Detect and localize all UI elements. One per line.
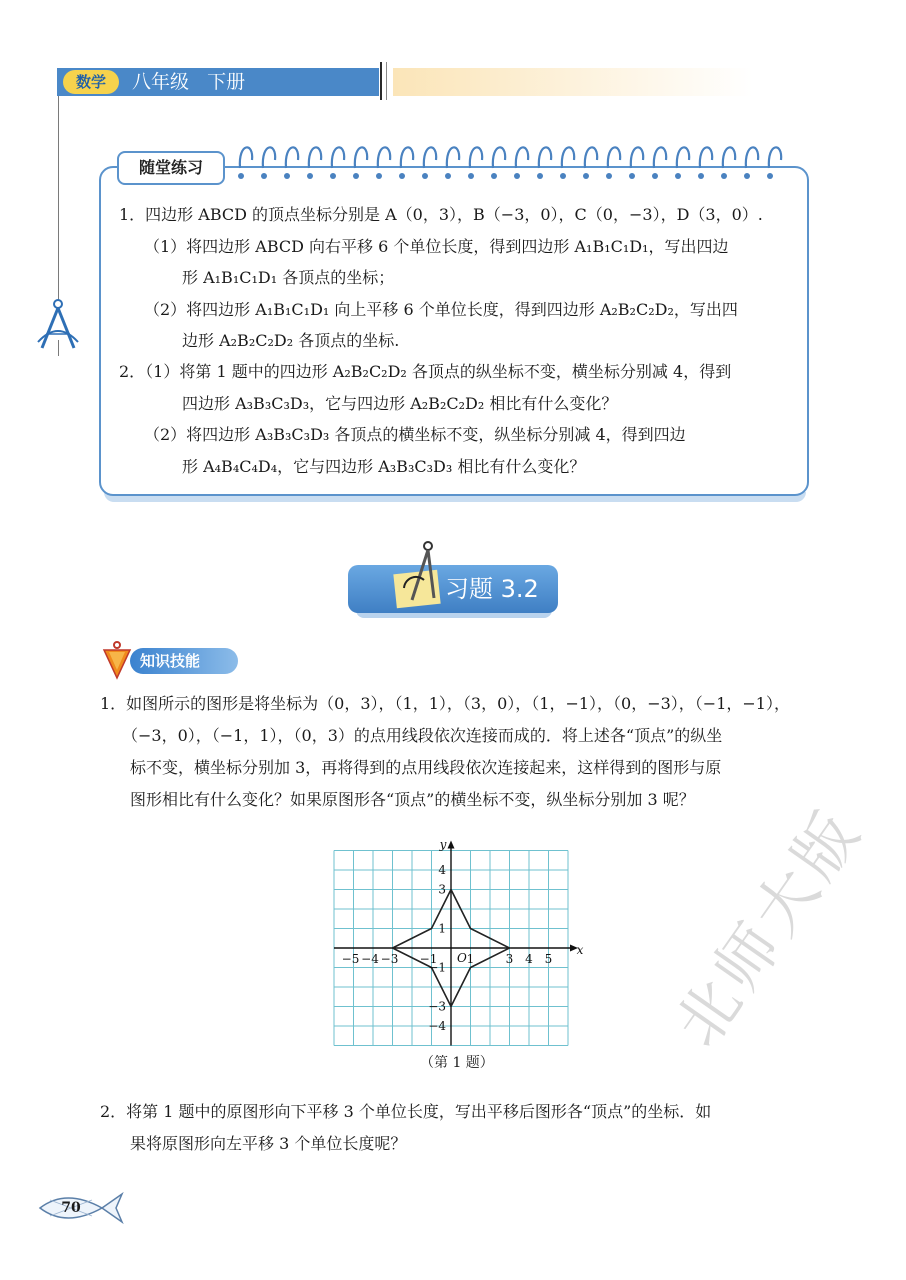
practice-line: （2）将四边形 A₁B₁C₁D₁ 向上平移 6 个单位长度，得到四边形 A₂B₂C₂D₂，写出四 (144, 300, 738, 319)
spiral-ring (493, 147, 505, 168)
x-tick-label: 5 (544, 952, 553, 966)
subject-badge: 数学 (63, 70, 119, 94)
practice-line: 四边形 A₃B₃C₃D₃，它与四边形 A₂B₂C₂D₂ 相比有什么变化？ (182, 394, 618, 413)
book-title: 八年级 下册 (132, 71, 246, 93)
spiral-hole (399, 173, 405, 179)
spiral-ring (516, 147, 528, 168)
spiral-hole (537, 173, 543, 179)
spiral-hole (767, 173, 773, 179)
spiral-ring (378, 147, 390, 168)
spiral-ring (240, 147, 252, 168)
spiral-ring (769, 147, 781, 168)
question-line: 果将原图形向左平移 3 个单位长度呢？ (130, 1134, 407, 1153)
spiral-ring (654, 147, 666, 168)
pendant-icon (100, 640, 134, 680)
practice-line: （1）将四边形 ABCD 向右平移 6 个单位长度，得到四边形 A₁B₁C₁D₁，写出四边 (144, 237, 729, 256)
watermark: 北师大版 (660, 794, 877, 1060)
y-tick-label: −4 (428, 1019, 446, 1033)
practice-line: （2）将四边形 A₃B₃C₃D₃ 各顶点的横坐标不变，纵坐标分别减 4，得到四边 (144, 425, 686, 444)
spiral-ring (447, 147, 459, 168)
spiral-ring (631, 147, 643, 168)
spiral-hole (560, 173, 566, 179)
spiral-hole (445, 173, 451, 179)
spiral-hole (721, 173, 727, 179)
spiral-rings (230, 138, 790, 188)
spiral-hole (652, 173, 658, 179)
spiral-hole (353, 173, 359, 179)
question-line: 1．如图所示的图形是将坐标为（0，3），（1，1），（3，0），（1，−1），（0，−3），（−1，−1）， (100, 694, 790, 713)
spiral-ring (470, 147, 482, 168)
y-tick-label: 4 (438, 863, 446, 877)
coordinate-figure (325, 837, 584, 1048)
y-tick-label: −3 (428, 999, 446, 1014)
x-tick-label: −3 (380, 952, 399, 966)
y-tick-label: 3 (438, 882, 446, 897)
spiral-ring (332, 147, 344, 168)
spiral-hole (491, 173, 497, 179)
spiral-ring (286, 147, 298, 168)
practice-line: 形 A₁B₁C₁D₁ 各顶点的坐标； (182, 268, 395, 287)
spiral-hole (606, 173, 612, 179)
spiral-hole (330, 173, 336, 179)
x-tick-label: −4 (361, 952, 379, 966)
spiral-ring (424, 147, 436, 168)
spiral-ring (585, 147, 597, 168)
spiral-hole (583, 173, 589, 179)
spiral-hole (238, 173, 244, 179)
page-number: 70 (61, 1200, 81, 1216)
y-tick-label: −1 (428, 960, 446, 975)
spiral-ring (723, 147, 735, 168)
question-line: 图形相比有什么变化？如果原图形各“顶点”的横坐标不变，纵坐标分别加 3 呢？ (130, 790, 695, 809)
spiral-hole (629, 173, 635, 179)
spiral-hole (698, 173, 704, 179)
practice-line: 2．（1）将第 1 题中的四边形 A₂B₂C₂D₂ 各顶点的纵坐标不变，横坐标分别减 4，得到 (119, 362, 732, 381)
practice-tag: 随堂练习 (117, 151, 225, 185)
practice-line: 边形 A₂B₂C₂D₂ 各顶点的坐标. (182, 331, 400, 350)
exercise-title: 习题 3.2 (445, 575, 539, 603)
question-line: 2．将第 1 题中的原图形向下平移 3 个单位长度，写出平移后图形各“顶点”的坐标．如 (100, 1102, 712, 1121)
practice-line: 形 A₄B₄C₄D₄，它与四边形 A₃B₃C₃D₃ 相比有什么变化？ (182, 457, 586, 476)
spiral-ring (562, 147, 574, 168)
spiral-hole (744, 173, 750, 179)
x-axis-label: x (576, 943, 584, 957)
spiral-hole (261, 173, 267, 179)
y-axis-label: y (439, 837, 447, 852)
spiral-ring (746, 147, 758, 168)
margin-rule (58, 96, 59, 301)
compass-icon (398, 540, 440, 606)
header-divider-thin (386, 62, 387, 100)
question-line: 标不变，横坐标分别加 3，再将得到的点用线段依次连接起来，这样得到的图形与原 (130, 758, 722, 777)
spiral-ring (539, 147, 551, 168)
question-line: （−3，0），（−1，1），（0，3）的点用线段依次连接而成的．将上述各“顶点”的纵坐 (122, 726, 723, 745)
x-tick-label: 3 (505, 952, 514, 966)
spiral-ring (401, 147, 413, 168)
header-divider (380, 62, 382, 100)
spiral-hole (307, 173, 313, 179)
x-tick-label: 4 (525, 952, 533, 966)
x-tick-label: −1 (419, 952, 438, 966)
x-tick-label: 1 (466, 952, 475, 966)
spiral-ring (263, 147, 275, 168)
y-tick-label: 1 (438, 921, 446, 936)
spiral-ring (608, 147, 620, 168)
spiral-ring (677, 147, 689, 168)
compass-icon (30, 298, 86, 354)
y-axis-arrow (448, 841, 455, 849)
practice-line: 1．四边形 ABCD 的顶点坐标分别是 A（0，3），B（−3，0），C（0，−3），D（3，0）. (119, 205, 763, 224)
spiral-ring (700, 147, 712, 168)
spiral-hole (675, 173, 681, 179)
section-tag: 知识技能 (130, 648, 238, 674)
spiral-hole (514, 173, 520, 179)
spiral-ring (309, 147, 321, 168)
spiral-hole (376, 173, 382, 179)
x-tick-label: −5 (341, 952, 360, 966)
spiral-hole (468, 173, 474, 179)
figure-caption: （第 1 题） (420, 1055, 494, 1071)
spiral-ring (355, 147, 367, 168)
header-decoration (393, 68, 753, 96)
origin-label: O (457, 951, 467, 965)
spiral-hole (422, 173, 428, 179)
spiral-hole (284, 173, 290, 179)
